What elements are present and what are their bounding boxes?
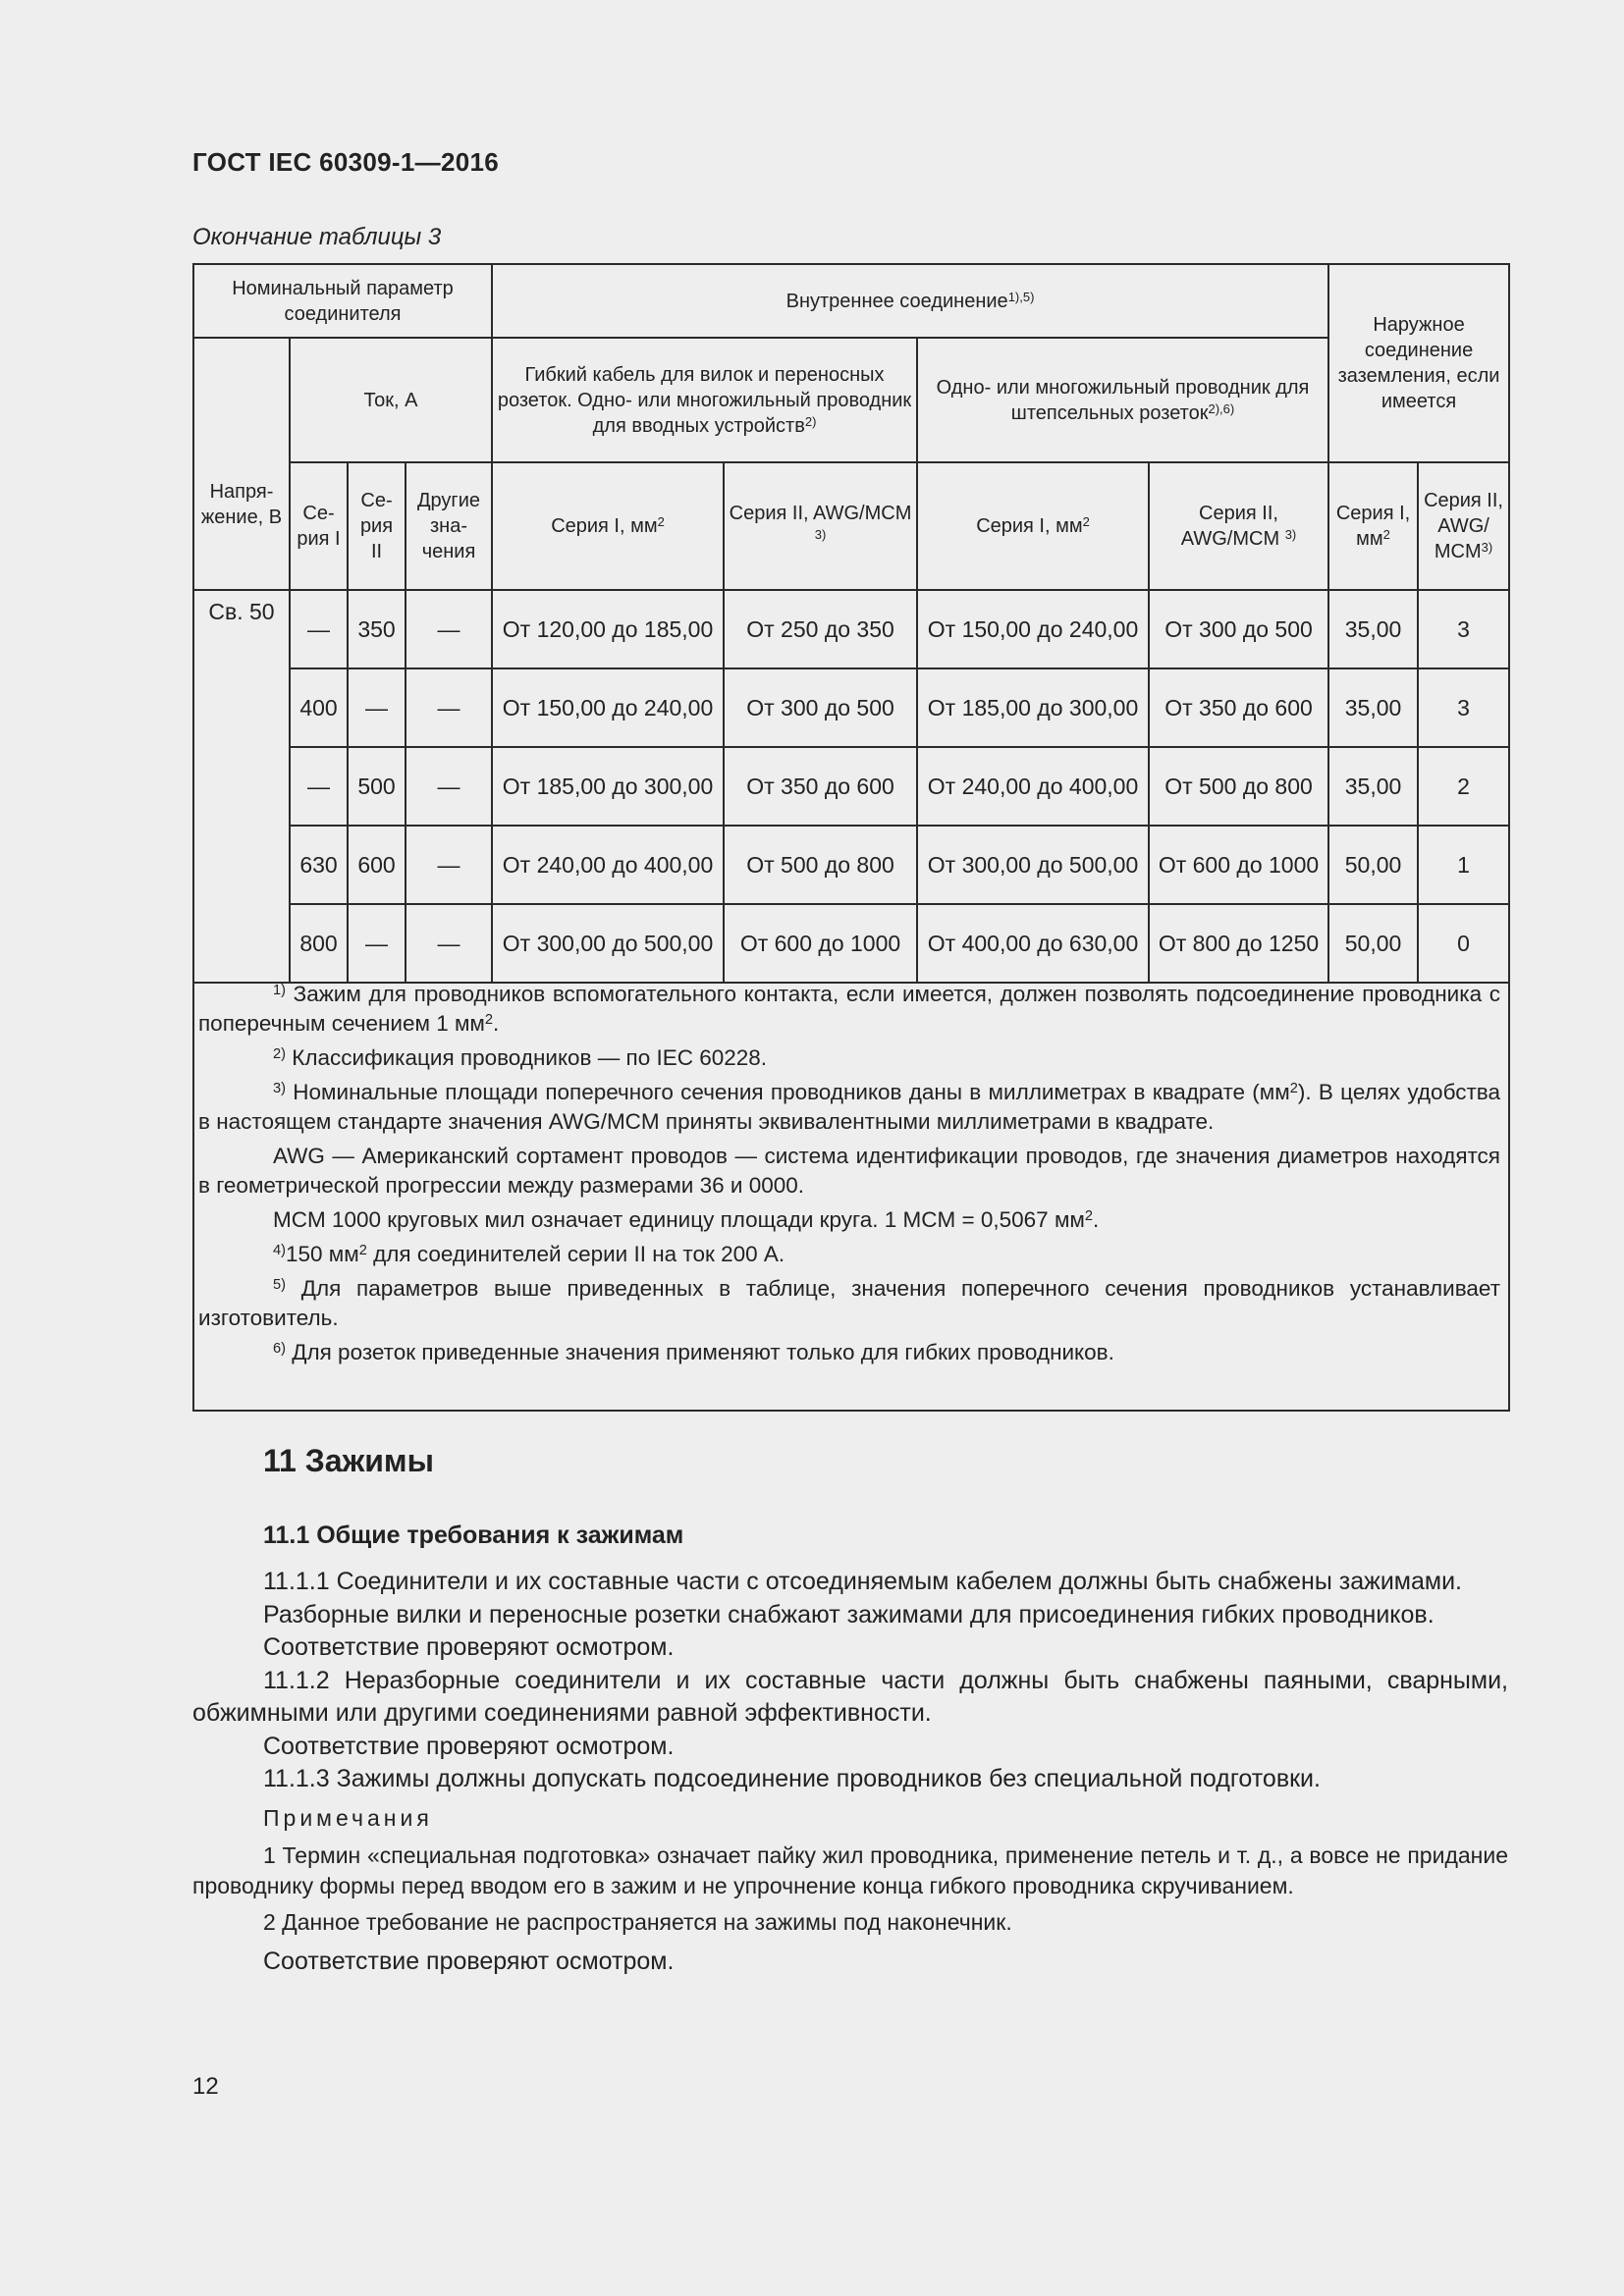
cell-series2: 600	[348, 826, 406, 904]
cell-flex-series1: От 185,00 до 300,00	[492, 747, 724, 826]
cell-solid-series2: От 500 до 800	[1149, 747, 1328, 826]
section-title: 11 Зажимы	[263, 1443, 434, 1478]
cell-solid-series2: От 800 до 1250	[1149, 904, 1328, 983]
cell-solid-series2: От 350 до 600	[1149, 668, 1328, 747]
voltage-value: Св. 50	[193, 590, 290, 983]
cell-ext-series1: 35,00	[1328, 747, 1418, 826]
cell-series2: —	[348, 904, 406, 983]
cell-ext-series2: 2	[1418, 747, 1509, 826]
cell-solid-series1: От 400,00 до 630,00	[917, 904, 1149, 983]
paragraph: Соответствие проверяют осмотром.	[263, 1732, 675, 1760]
cell-series1: —	[290, 590, 348, 668]
footnote-1: $^{1)}$ Зажим для проводников вспомогательного контакта, если имеется, должен позволять подсоединение проводника с поперечным сечением 1 $мм^2$.	[198, 982, 1500, 1036]
header-series2: Се-рия II	[348, 462, 406, 590]
header-other: Другие зна-чения	[406, 462, 492, 590]
cell-ext-series2: 3	[1418, 668, 1509, 747]
table-caption: Окончание таблицы 3	[192, 224, 442, 250]
note-2: 2 Данное требование не распространяется на зажимы под наконечник.	[263, 1909, 1012, 1935]
notes-heading: Примечания	[263, 1804, 433, 1831]
note-1: 1 Термин «специальная подготовка» означает пайку жил проводника, применение петель и т. д., а вовсе не придание проводнику формы перед вводом его в зажим и не упрочнение конца гибкого проводника скручиванием.	[192, 1842, 1508, 1898]
header-solid-series1: Серия I, $мм^2$	[917, 462, 1149, 590]
footnote-3: $^{3)}$ Номинальные площади поперечного сечения проводников даны в миллиметрах в квадрате $(мм^2)$. В целях удобства в настоящем стандарте значения AWG/MCM приняты эквивалентными миллиметрами в квадрате.	[198, 1080, 1500, 1134]
header-solid-series2: Серия II, AWG/MCM $^{3)}$	[1149, 462, 1328, 590]
cell-ext-series1: 35,00	[1328, 668, 1418, 747]
header-ext-series2: Серия II, AWG/ MCM$^{3)}$	[1418, 462, 1509, 590]
footnote-awg: AWG — Американский сортамент проводов — система идентификации проводов, где значения диаметров находятся в геометрической прогрессии между размерами 36 и 0000.	[198, 1144, 1500, 1198]
table-footnotes	[198, 980, 1500, 1372]
table-row	[193, 668, 1509, 747]
footnote-6: $^{6)}$ Для розеток приведенные значения применяют только для гибких проводников.	[273, 1340, 1114, 1364]
cell-solid-series1: От 150,00 до 240,00	[917, 590, 1149, 668]
cell-ext-series2: 0	[1418, 904, 1509, 983]
header-ext-series1: Серия I, $мм^2$	[1328, 462, 1418, 590]
cell-series1: 400	[290, 668, 348, 747]
footnote-5: $^{5)}$ Для параметров выше приведенных в таблице, значения поперечного сечения проводников устанавливает изготовитель.	[198, 1276, 1500, 1330]
table-row	[193, 826, 1509, 904]
cell-other: —	[406, 668, 492, 747]
document-header: ГОСТ IEC 60309-1—2016	[192, 147, 499, 177]
header-flex-series2: Серия II, AWG/MCM $^{3)}$	[724, 462, 917, 590]
cell-flex-series1: От 150,00 до 240,00	[492, 668, 724, 747]
cell-solid-series2: От 300 до 500	[1149, 590, 1328, 668]
header-series1: Се-рия I	[290, 462, 348, 590]
cell-ext-series2: 3	[1418, 590, 1509, 668]
header-nominal: Номинальный параметр соединителя	[193, 264, 492, 338]
paragraph: Соответствие проверяют осмотром.	[263, 1948, 675, 1975]
paragraph: Соответствие проверяют осмотром.	[263, 1633, 675, 1661]
cell-series1: 800	[290, 904, 348, 983]
header-flex-series1: Серия I, $мм^2$	[492, 462, 724, 590]
header-external: Наружное соединение заземления, если имеется	[1328, 264, 1509, 462]
cell-other: —	[406, 826, 492, 904]
footnote-4: $^{4)}$150 $мм^2$ для соединителей серии II на ток 200 А.	[273, 1242, 785, 1266]
footnote-2: $^{2)}$ Классификация проводников — по IEC 60228.	[273, 1045, 768, 1070]
paragraph: Разборные вилки и переносные розетки снабжают зажимами для присоединения гибких проводников.	[263, 1600, 1435, 1629]
cell-solid-series1: От 300,00 до 500,00	[917, 826, 1149, 904]
cell-flex-series1: От 240,00 до 400,00	[492, 826, 724, 904]
cell-other: —	[406, 590, 492, 668]
cell-series2: 500	[348, 747, 406, 826]
table-row	[193, 747, 1509, 826]
cell-other: —	[406, 904, 492, 983]
paragraph: 11.1.1 Соединители и их составные части с отсоединяемым кабелем должны быть снабжены зажимами.	[263, 1568, 1462, 1595]
cell-other: —	[406, 747, 492, 826]
header-current: Ток, А	[290, 338, 492, 462]
cell-solid-series2: От 600 до 1000	[1149, 826, 1328, 904]
paragraph: 11.1.3 Зажимы должны допускать подсоединение проводников без специальной подготовки.	[263, 1765, 1321, 1792]
cell-flex-series2: От 600 до 1000	[724, 904, 917, 983]
page-number: 12	[192, 2073, 219, 2100]
cell-flex-series2: От 250 до 350	[724, 590, 917, 668]
table-row	[193, 904, 1509, 983]
cell-flex-series1: От 300,00 до 500,00	[492, 904, 724, 983]
section-body	[192, 1566, 1508, 1979]
cell-series2: —	[348, 668, 406, 747]
header-solid: Одно- или многожильный проводник для штепсельных розеток$^{2),6)}$	[917, 338, 1328, 462]
cell-ext-series1: 50,00	[1328, 826, 1418, 904]
header-flexible: Гибкий кабель для вилок и переносных розеток. Одно- или многожильный проводник для вводных устройств$^{2)}$	[492, 338, 917, 462]
cell-ext-series1: 35,00	[1328, 590, 1418, 668]
cell-series1: 630	[290, 826, 348, 904]
footnote-mcm: MCM 1000 круговых мил означает единицу площади круга. 1 MCM = 0,5067 $мм^2$.	[273, 1207, 1100, 1232]
cell-ext-series1: 50,00	[1328, 904, 1418, 983]
cell-ext-series2: 1	[1418, 826, 1509, 904]
cell-flex-series2: От 500 до 800	[724, 826, 917, 904]
cell-series2: 350	[348, 590, 406, 668]
cell-solid-series1: От 240,00 до 400,00	[917, 747, 1149, 826]
cell-solid-series1: От 185,00 до 300,00	[917, 668, 1149, 747]
cell-flex-series2: От 300 до 500	[724, 668, 917, 747]
cell-flex-series1: От 120,00 до 185,00	[492, 590, 724, 668]
table-row	[193, 590, 1509, 668]
cell-flex-series2: От 350 до 600	[724, 747, 917, 826]
paragraph: 11.1.2 Неразборные соединители и их составные части должны быть снабжены паяными, сварными, обжимными или другими соединениями равной эффективности.	[192, 1666, 1508, 1727]
header-voltage: Напря-жение, В	[193, 338, 290, 590]
cell-series1: —	[290, 747, 348, 826]
subsection-title: 11.1 Общие требования к зажимам	[263, 1522, 684, 1549]
header-internal: Внутреннее соединение$^{1),5)}$	[492, 264, 1328, 338]
